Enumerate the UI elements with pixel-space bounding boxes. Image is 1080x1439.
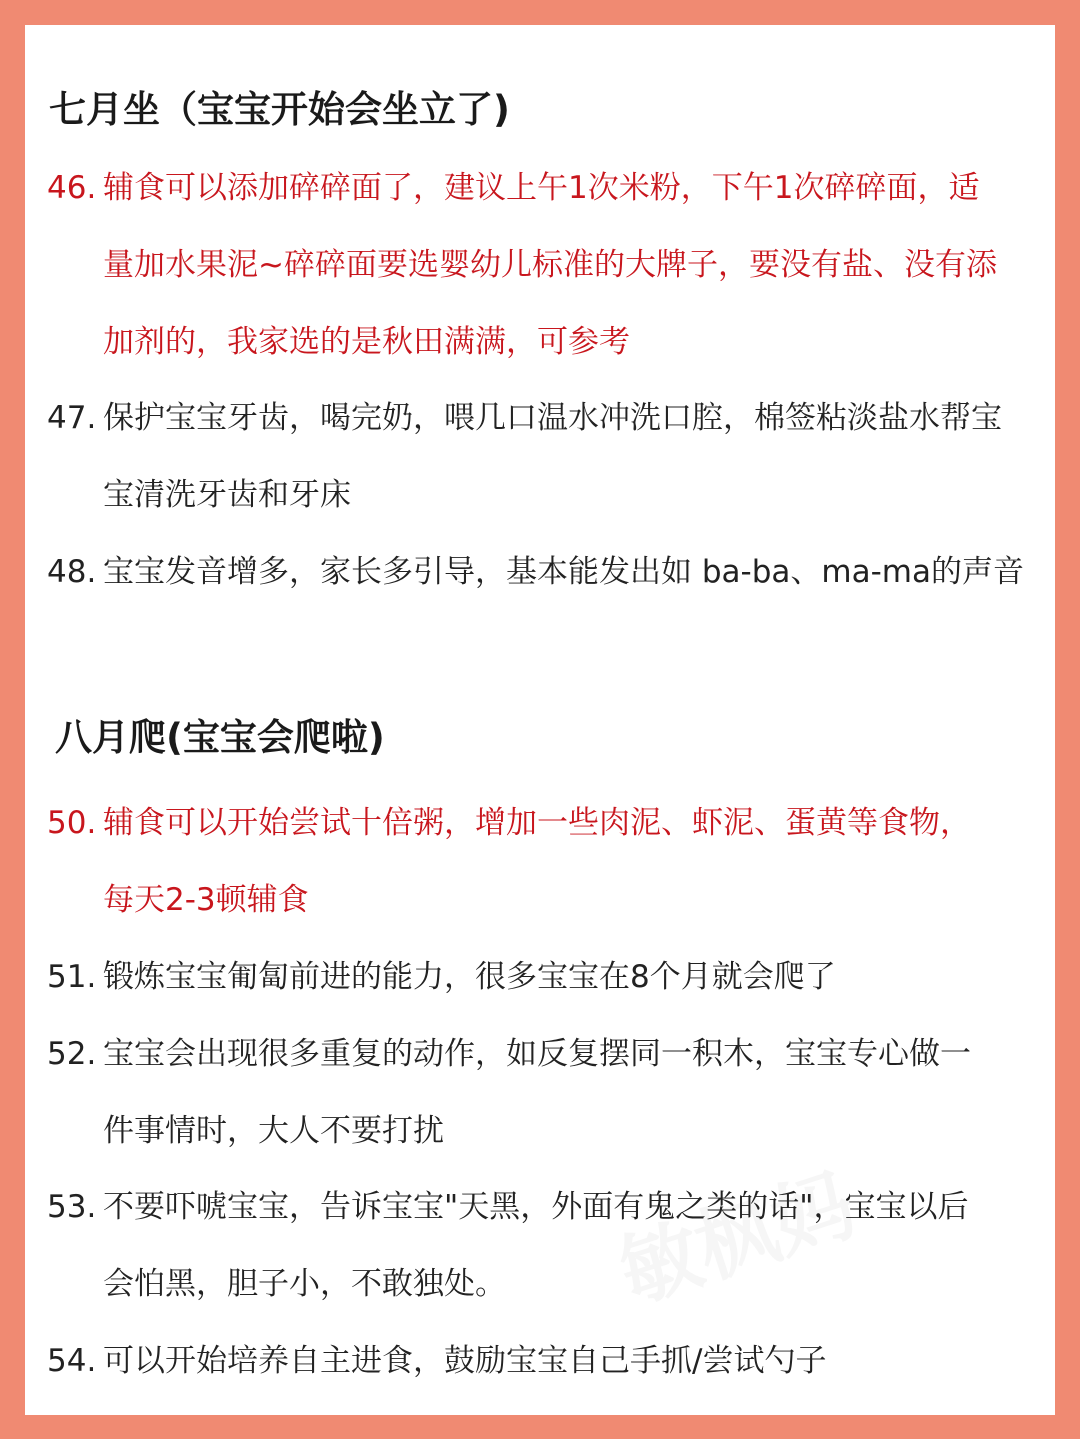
item-number: 52.	[47, 1036, 97, 1072]
item-text-line: 宝宝发音增多，家长多引导，基本能发出如 ba-ba、ma-ma的声音	[103, 554, 1024, 590]
list-item-54	[47, 1323, 1047, 1400]
item-text-line: 辅食可以开始尝试十倍粥，增加一些肉泥、虾泥、蛋黄等食物，	[103, 805, 971, 841]
list-item-53	[47, 1169, 1047, 1323]
item-number: 47.	[47, 400, 97, 436]
list-item-47	[47, 380, 1047, 534]
section-title-july: 七月坐（宝宝开始会坐立了)	[49, 88, 510, 131]
item-text-line: 宝清洗牙齿和牙床	[103, 477, 351, 513]
list-item-51	[47, 939, 1047, 1016]
item-text-line: 辅食可以添加碎碎面了，建议上午1次米粉，下午1次碎碎面，适	[103, 170, 980, 206]
item-text-line: 件事情时，大人不要打扰	[103, 1113, 444, 1149]
item-number: 50.	[47, 805, 97, 841]
list-item-50	[47, 785, 1047, 939]
item-text-line: 会怕黑，胆子小，不敢独处。	[103, 1266, 506, 1302]
item-number: 54.	[47, 1343, 97, 1379]
item-text-line: 保护宝宝牙齿，喝完奶，喂几口温水冲洗口腔，棉签粘淡盐水帮宝	[103, 400, 1002, 436]
item-number: 51.	[47, 959, 97, 995]
list-item-48	[47, 534, 1047, 611]
content-card	[25, 25, 1055, 1415]
item-text-line: 锻炼宝宝匍匐前进的能力，很多宝宝在8个月就会爬了	[103, 959, 836, 995]
item-number: 53.	[47, 1189, 97, 1225]
item-text-line: 宝宝会出现很多重复的动作，如反复摆同一积木，宝宝专心做一	[103, 1036, 971, 1072]
item-number: 46.	[47, 170, 97, 206]
list-item-52	[47, 1016, 1047, 1170]
item-text-line: 量加水果泥~碎碎面要选婴幼儿标准的大牌子，要没有盐、没有添	[103, 247, 997, 283]
item-text-line: 不要吓唬宝宝，告诉宝宝"天黑，外面有鬼之类的话"，宝宝以后	[103, 1189, 969, 1225]
item-text-line: 每天2-3顿辅食	[103, 882, 309, 918]
section-title-august: 八月爬(宝宝会爬啦)	[55, 716, 385, 759]
item-text-line: 可以开始培养自主进食，鼓励宝宝自己手抓/尝试勺子	[103, 1343, 827, 1379]
item-number: 48.	[47, 554, 97, 590]
item-text-line: 加剂的，我家选的是秋田满满，可参考	[103, 324, 630, 360]
list-item-46	[47, 150, 1047, 381]
